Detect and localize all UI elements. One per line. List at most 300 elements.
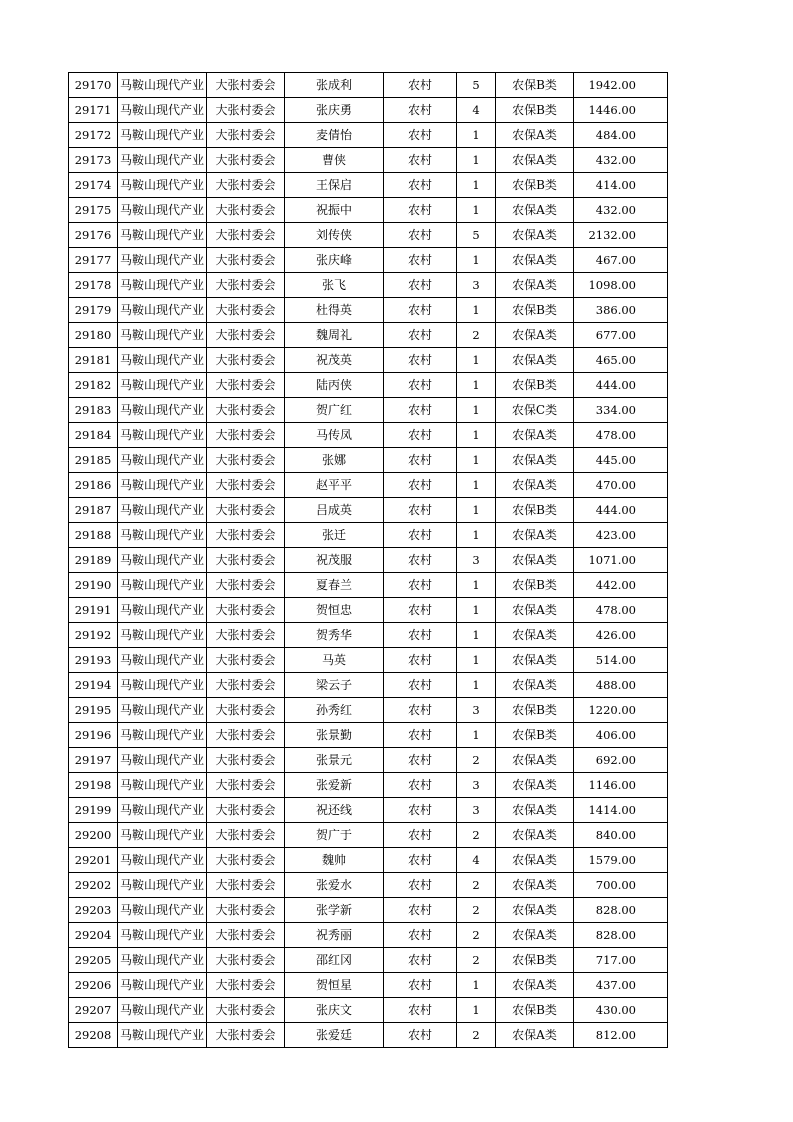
household-count-cell: 1 [457, 473, 496, 498]
insurance-category-cell: 农保A类 [496, 123, 574, 148]
unit-cell: 马鞍山现代产业 [118, 823, 207, 848]
unit-cell: 马鞍山现代产业 [118, 423, 207, 448]
amount-cell: 465.00 [574, 348, 668, 373]
person-name-cell: 麦倩怡 [285, 123, 384, 148]
amount-cell: 1414.00 [574, 798, 668, 823]
village-committee-cell: 大张村委会 [207, 648, 285, 673]
unit-cell: 马鞍山现代产业 [118, 748, 207, 773]
unit-cell: 马鞍山现代产业 [118, 148, 207, 173]
table-row [69, 673, 668, 698]
person-name-cell: 祝秀丽 [285, 923, 384, 948]
amount-cell: 444.00 [574, 373, 668, 398]
insurance-category-cell: 农保B类 [496, 698, 574, 723]
table-row [69, 548, 668, 573]
insurance-category-cell: 农保A类 [496, 473, 574, 498]
insurance-category-cell: 农保A类 [496, 973, 574, 998]
household-count-cell: 2 [457, 898, 496, 923]
table-row [69, 448, 668, 473]
household-count-cell: 1 [457, 373, 496, 398]
unit-cell: 马鞍山现代产业 [118, 698, 207, 723]
amount-cell: 426.00 [574, 623, 668, 648]
table-row [69, 148, 668, 173]
village-committee-cell: 大张村委会 [207, 723, 285, 748]
amount-cell: 478.00 [574, 423, 668, 448]
person-name-cell: 张庆文 [285, 998, 384, 1023]
table-row [69, 473, 668, 498]
household-count-cell: 1 [457, 973, 496, 998]
person-name-cell: 赵平平 [285, 473, 384, 498]
unit-cell: 马鞍山现代产业 [118, 848, 207, 873]
village-committee-cell: 大张村委会 [207, 598, 285, 623]
household-count-cell: 1 [457, 523, 496, 548]
unit-cell: 马鞍山现代产业 [118, 798, 207, 823]
unit-cell: 马鞍山现代产业 [118, 73, 207, 98]
amount-cell: 470.00 [574, 473, 668, 498]
insurance-category-cell: 农保C类 [496, 398, 574, 423]
household-count-cell: 1 [457, 998, 496, 1023]
insurance-category-cell: 农保A类 [496, 448, 574, 473]
table-row [69, 1023, 668, 1048]
table-row [69, 273, 668, 298]
record-id-cell: 29204 [69, 923, 118, 948]
table-row [69, 423, 668, 448]
person-name-cell: 曹侠 [285, 148, 384, 173]
unit-cell: 马鞍山现代产业 [118, 473, 207, 498]
insurance-category-cell: 农保B类 [496, 573, 574, 598]
person-name-cell: 王保启 [285, 173, 384, 198]
unit-cell: 马鞍山现代产业 [118, 998, 207, 1023]
area-type-cell: 农村 [384, 848, 457, 873]
insurance-category-cell: 农保A类 [496, 423, 574, 448]
area-type-cell: 农村 [384, 598, 457, 623]
amount-cell: 677.00 [574, 323, 668, 348]
record-id-cell: 29195 [69, 698, 118, 723]
person-name-cell: 张娜 [285, 448, 384, 473]
record-id-cell: 29191 [69, 598, 118, 623]
area-type-cell: 农村 [384, 223, 457, 248]
household-count-cell: 1 [457, 723, 496, 748]
village-committee-cell: 大张村委会 [207, 173, 285, 198]
area-type-cell: 农村 [384, 298, 457, 323]
record-id-cell: 29197 [69, 748, 118, 773]
household-count-cell: 1 [457, 398, 496, 423]
village-committee-cell: 大张村委会 [207, 623, 285, 648]
amount-cell: 445.00 [574, 448, 668, 473]
table-row [69, 848, 668, 873]
record-id-cell: 29180 [69, 323, 118, 348]
unit-cell: 马鞍山现代产业 [118, 1023, 207, 1048]
unit-cell: 马鞍山现代产业 [118, 348, 207, 373]
village-committee-cell: 大张村委会 [207, 748, 285, 773]
insurance-category-cell: 农保B类 [496, 98, 574, 123]
table-row [69, 598, 668, 623]
household-count-cell: 2 [457, 923, 496, 948]
insurance-category-cell: 农保A类 [496, 748, 574, 773]
table-row [69, 648, 668, 673]
amount-cell: 432.00 [574, 148, 668, 173]
household-count-cell: 5 [457, 223, 496, 248]
village-committee-cell: 大张村委会 [207, 523, 285, 548]
insurance-category-cell: 农保B类 [496, 723, 574, 748]
table-row [69, 723, 668, 748]
person-name-cell: 张爱水 [285, 873, 384, 898]
area-type-cell: 农村 [384, 148, 457, 173]
area-type-cell: 农村 [384, 623, 457, 648]
person-name-cell: 马传凤 [285, 423, 384, 448]
area-type-cell: 农村 [384, 773, 457, 798]
person-name-cell: 吕成英 [285, 498, 384, 523]
record-id-cell: 29199 [69, 798, 118, 823]
table-row [69, 348, 668, 373]
person-name-cell: 贺恒忠 [285, 598, 384, 623]
village-committee-cell: 大张村委会 [207, 1023, 285, 1048]
record-id-cell: 29196 [69, 723, 118, 748]
amount-cell: 334.00 [574, 398, 668, 423]
area-type-cell: 农村 [384, 398, 457, 423]
person-name-cell: 祝茂服 [285, 548, 384, 573]
record-id-cell: 29182 [69, 373, 118, 398]
record-id-cell: 29190 [69, 573, 118, 598]
area-type-cell: 农村 [384, 248, 457, 273]
village-committee-cell: 大张村委会 [207, 698, 285, 723]
amount-cell: 1942.00 [574, 73, 668, 98]
household-count-cell: 1 [457, 348, 496, 373]
person-name-cell: 孙秀红 [285, 698, 384, 723]
table-row [69, 298, 668, 323]
household-count-cell: 1 [457, 448, 496, 473]
area-type-cell: 农村 [384, 698, 457, 723]
table-row [69, 323, 668, 348]
household-count-cell: 1 [457, 248, 496, 273]
area-type-cell: 农村 [384, 373, 457, 398]
area-type-cell: 农村 [384, 748, 457, 773]
village-committee-cell: 大张村委会 [207, 673, 285, 698]
person-name-cell: 张爱新 [285, 773, 384, 798]
household-count-cell: 1 [457, 648, 496, 673]
person-name-cell: 贺恒星 [285, 973, 384, 998]
unit-cell: 马鞍山现代产业 [118, 298, 207, 323]
village-committee-cell: 大张村委会 [207, 898, 285, 923]
record-id-cell: 29194 [69, 673, 118, 698]
amount-cell: 406.00 [574, 723, 668, 748]
record-id-cell: 29188 [69, 523, 118, 548]
person-name-cell: 张爱廷 [285, 1023, 384, 1048]
person-name-cell: 陆丙侠 [285, 373, 384, 398]
amount-cell: 840.00 [574, 823, 668, 848]
area-type-cell: 农村 [384, 448, 457, 473]
household-count-cell: 2 [457, 873, 496, 898]
area-type-cell: 农村 [384, 1023, 457, 1048]
person-name-cell: 祝振中 [285, 198, 384, 223]
amount-cell: 1579.00 [574, 848, 668, 873]
village-committee-cell: 大张村委会 [207, 773, 285, 798]
area-type-cell: 农村 [384, 548, 457, 573]
record-id-cell: 29174 [69, 173, 118, 198]
person-name-cell: 张景元 [285, 748, 384, 773]
village-committee-cell: 大张村委会 [207, 373, 285, 398]
unit-cell: 马鞍山现代产业 [118, 498, 207, 523]
area-type-cell: 农村 [384, 73, 457, 98]
village-committee-cell: 大张村委会 [207, 448, 285, 473]
village-committee-cell: 大张村委会 [207, 148, 285, 173]
person-name-cell: 杜得英 [285, 298, 384, 323]
person-name-cell: 张庆勇 [285, 98, 384, 123]
table-row [69, 398, 668, 423]
amount-cell: 414.00 [574, 173, 668, 198]
household-count-cell: 1 [457, 173, 496, 198]
amount-cell: 437.00 [574, 973, 668, 998]
household-count-cell: 1 [457, 623, 496, 648]
unit-cell: 马鞍山现代产业 [118, 448, 207, 473]
record-id-cell: 29176 [69, 223, 118, 248]
amount-cell: 717.00 [574, 948, 668, 973]
record-id-cell: 29179 [69, 298, 118, 323]
insurance-category-cell: 农保A类 [496, 248, 574, 273]
unit-cell: 马鞍山现代产业 [118, 123, 207, 148]
record-id-cell: 29171 [69, 98, 118, 123]
record-id-cell: 29206 [69, 973, 118, 998]
area-type-cell: 农村 [384, 273, 457, 298]
village-committee-cell: 大张村委会 [207, 273, 285, 298]
village-committee-cell: 大张村委会 [207, 123, 285, 148]
unit-cell: 马鞍山现代产业 [118, 273, 207, 298]
village-committee-cell: 大张村委会 [207, 923, 285, 948]
village-committee-cell: 大张村委会 [207, 398, 285, 423]
area-type-cell: 农村 [384, 498, 457, 523]
person-name-cell: 张景勤 [285, 723, 384, 748]
insurance-category-cell: 农保A类 [496, 273, 574, 298]
unit-cell: 马鞍山现代产业 [118, 923, 207, 948]
village-committee-cell: 大张村委会 [207, 223, 285, 248]
unit-cell: 马鞍山现代产业 [118, 398, 207, 423]
unit-cell: 马鞍山现代产业 [118, 673, 207, 698]
amount-cell: 444.00 [574, 498, 668, 523]
amount-cell: 430.00 [574, 998, 668, 1023]
insurance-category-cell: 农保A类 [496, 823, 574, 848]
insurance-category-cell: 农保A类 [496, 848, 574, 873]
insurance-category-cell: 农保A类 [496, 648, 574, 673]
table-row [69, 223, 668, 248]
village-committee-cell: 大张村委会 [207, 198, 285, 223]
person-name-cell: 梁云子 [285, 673, 384, 698]
person-name-cell: 刘传侠 [285, 223, 384, 248]
amount-cell: 1446.00 [574, 98, 668, 123]
insurance-category-cell: 农保B类 [496, 498, 574, 523]
area-type-cell: 农村 [384, 798, 457, 823]
person-name-cell: 魏周礼 [285, 323, 384, 348]
area-type-cell: 农村 [384, 98, 457, 123]
household-count-cell: 3 [457, 798, 496, 823]
record-id-cell: 29203 [69, 898, 118, 923]
village-committee-cell: 大张村委会 [207, 873, 285, 898]
area-type-cell: 农村 [384, 173, 457, 198]
table-row [69, 798, 668, 823]
village-committee-cell: 大张村委会 [207, 848, 285, 873]
table-row [69, 948, 668, 973]
household-count-cell: 1 [457, 498, 496, 523]
record-id-cell: 29207 [69, 998, 118, 1023]
record-id-cell: 29177 [69, 248, 118, 273]
household-count-cell: 4 [457, 98, 496, 123]
insurance-category-cell: 农保B类 [496, 173, 574, 198]
village-committee-cell: 大张村委会 [207, 423, 285, 448]
record-id-cell: 29200 [69, 823, 118, 848]
area-type-cell: 农村 [384, 673, 457, 698]
amount-cell: 1098.00 [574, 273, 668, 298]
insurance-category-cell: 农保A类 [496, 148, 574, 173]
area-type-cell: 农村 [384, 998, 457, 1023]
insurance-category-cell: 农保A类 [496, 598, 574, 623]
table-row [69, 923, 668, 948]
table-row [69, 73, 668, 98]
amount-cell: 1146.00 [574, 773, 668, 798]
amount-cell: 812.00 [574, 1023, 668, 1048]
amount-cell: 432.00 [574, 198, 668, 223]
unit-cell: 马鞍山现代产业 [118, 648, 207, 673]
amount-cell: 484.00 [574, 123, 668, 148]
amount-cell: 478.00 [574, 598, 668, 623]
unit-cell: 马鞍山现代产业 [118, 723, 207, 748]
table-row [69, 998, 668, 1023]
household-count-cell: 3 [457, 698, 496, 723]
table-row [69, 773, 668, 798]
insurance-category-cell: 农保A类 [496, 898, 574, 923]
amount-cell: 442.00 [574, 573, 668, 598]
insurance-category-cell: 农保A类 [496, 223, 574, 248]
person-name-cell: 夏春兰 [285, 573, 384, 598]
unit-cell: 马鞍山现代产业 [118, 248, 207, 273]
record-id-cell: 29181 [69, 348, 118, 373]
area-type-cell: 农村 [384, 473, 457, 498]
area-type-cell: 农村 [384, 198, 457, 223]
unit-cell: 马鞍山现代产业 [118, 198, 207, 223]
unit-cell: 马鞍山现代产业 [118, 98, 207, 123]
person-name-cell: 张成利 [285, 73, 384, 98]
record-id-cell: 29184 [69, 423, 118, 448]
village-committee-cell: 大张村委会 [207, 98, 285, 123]
insurance-category-cell: 农保A类 [496, 323, 574, 348]
household-count-cell: 2 [457, 748, 496, 773]
household-count-cell: 2 [457, 1023, 496, 1048]
amount-cell: 467.00 [574, 248, 668, 273]
household-count-cell: 4 [457, 848, 496, 873]
unit-cell: 马鞍山现代产业 [118, 948, 207, 973]
record-id-cell: 29187 [69, 498, 118, 523]
insurance-category-cell: 农保A类 [496, 798, 574, 823]
record-id-cell: 29185 [69, 448, 118, 473]
person-name-cell: 张学新 [285, 898, 384, 923]
household-count-cell: 1 [457, 598, 496, 623]
amount-cell: 488.00 [574, 673, 668, 698]
insurance-category-cell: 农保A类 [496, 773, 574, 798]
amount-cell: 700.00 [574, 873, 668, 898]
village-committee-cell: 大张村委会 [207, 548, 285, 573]
household-count-cell: 2 [457, 823, 496, 848]
insurance-category-cell: 农保A类 [496, 523, 574, 548]
person-name-cell: 祝还线 [285, 798, 384, 823]
village-committee-cell: 大张村委会 [207, 248, 285, 273]
person-name-cell: 魏帅 [285, 848, 384, 873]
unit-cell: 马鞍山现代产业 [118, 223, 207, 248]
area-type-cell: 农村 [384, 973, 457, 998]
table-row [69, 573, 668, 598]
table-row [69, 973, 668, 998]
insurance-category-cell: 农保A类 [496, 198, 574, 223]
area-type-cell: 农村 [384, 823, 457, 848]
table-row [69, 873, 668, 898]
village-committee-cell: 大张村委会 [207, 998, 285, 1023]
table-row [69, 498, 668, 523]
record-id-cell: 29175 [69, 198, 118, 223]
household-count-cell: 2 [457, 948, 496, 973]
unit-cell: 马鞍山现代产业 [118, 623, 207, 648]
person-name-cell: 马英 [285, 648, 384, 673]
household-count-cell: 1 [457, 298, 496, 323]
person-name-cell: 祝茂英 [285, 348, 384, 373]
unit-cell: 马鞍山现代产业 [118, 323, 207, 348]
village-committee-cell: 大张村委会 [207, 348, 285, 373]
household-count-cell: 5 [457, 73, 496, 98]
area-type-cell: 农村 [384, 423, 457, 448]
amount-cell: 423.00 [574, 523, 668, 548]
area-type-cell: 农村 [384, 648, 457, 673]
person-name-cell: 张迁 [285, 523, 384, 548]
record-id-cell: 29170 [69, 73, 118, 98]
unit-cell: 马鞍山现代产业 [118, 598, 207, 623]
record-id-cell: 29172 [69, 123, 118, 148]
amount-cell: 828.00 [574, 898, 668, 923]
village-committee-cell: 大张村委会 [207, 498, 285, 523]
area-type-cell: 农村 [384, 573, 457, 598]
area-type-cell: 农村 [384, 523, 457, 548]
insurance-category-cell: 农保B类 [496, 73, 574, 98]
table-row [69, 98, 668, 123]
record-id-cell: 29193 [69, 648, 118, 673]
amount-cell: 2132.00 [574, 223, 668, 248]
household-count-cell: 3 [457, 548, 496, 573]
insurance-category-cell: 农保B类 [496, 298, 574, 323]
unit-cell: 马鞍山现代产业 [118, 523, 207, 548]
amount-cell: 1220.00 [574, 698, 668, 723]
record-id-cell: 29183 [69, 398, 118, 423]
person-name-cell: 贺广红 [285, 398, 384, 423]
unit-cell: 马鞍山现代产业 [118, 373, 207, 398]
record-id-cell: 29189 [69, 548, 118, 573]
insurance-category-cell: 农保B类 [496, 998, 574, 1023]
village-committee-cell: 大张村委会 [207, 948, 285, 973]
table-row [69, 373, 668, 398]
record-id-cell: 29173 [69, 148, 118, 173]
area-type-cell: 农村 [384, 348, 457, 373]
unit-cell: 马鞍山现代产业 [118, 573, 207, 598]
insurance-category-cell: 农保A类 [496, 548, 574, 573]
beneficiary-table [68, 72, 668, 1048]
table-row [69, 898, 668, 923]
amount-cell: 386.00 [574, 298, 668, 323]
insurance-category-cell: 农保A类 [496, 873, 574, 898]
table-row [69, 748, 668, 773]
household-count-cell: 1 [457, 673, 496, 698]
village-committee-cell: 大张村委会 [207, 73, 285, 98]
person-name-cell: 邵红冈 [285, 948, 384, 973]
household-count-cell: 2 [457, 323, 496, 348]
table-row [69, 173, 668, 198]
record-id-cell: 29208 [69, 1023, 118, 1048]
record-id-cell: 29201 [69, 848, 118, 873]
household-count-cell: 3 [457, 273, 496, 298]
person-name-cell: 贺广于 [285, 823, 384, 848]
household-count-cell: 1 [457, 423, 496, 448]
